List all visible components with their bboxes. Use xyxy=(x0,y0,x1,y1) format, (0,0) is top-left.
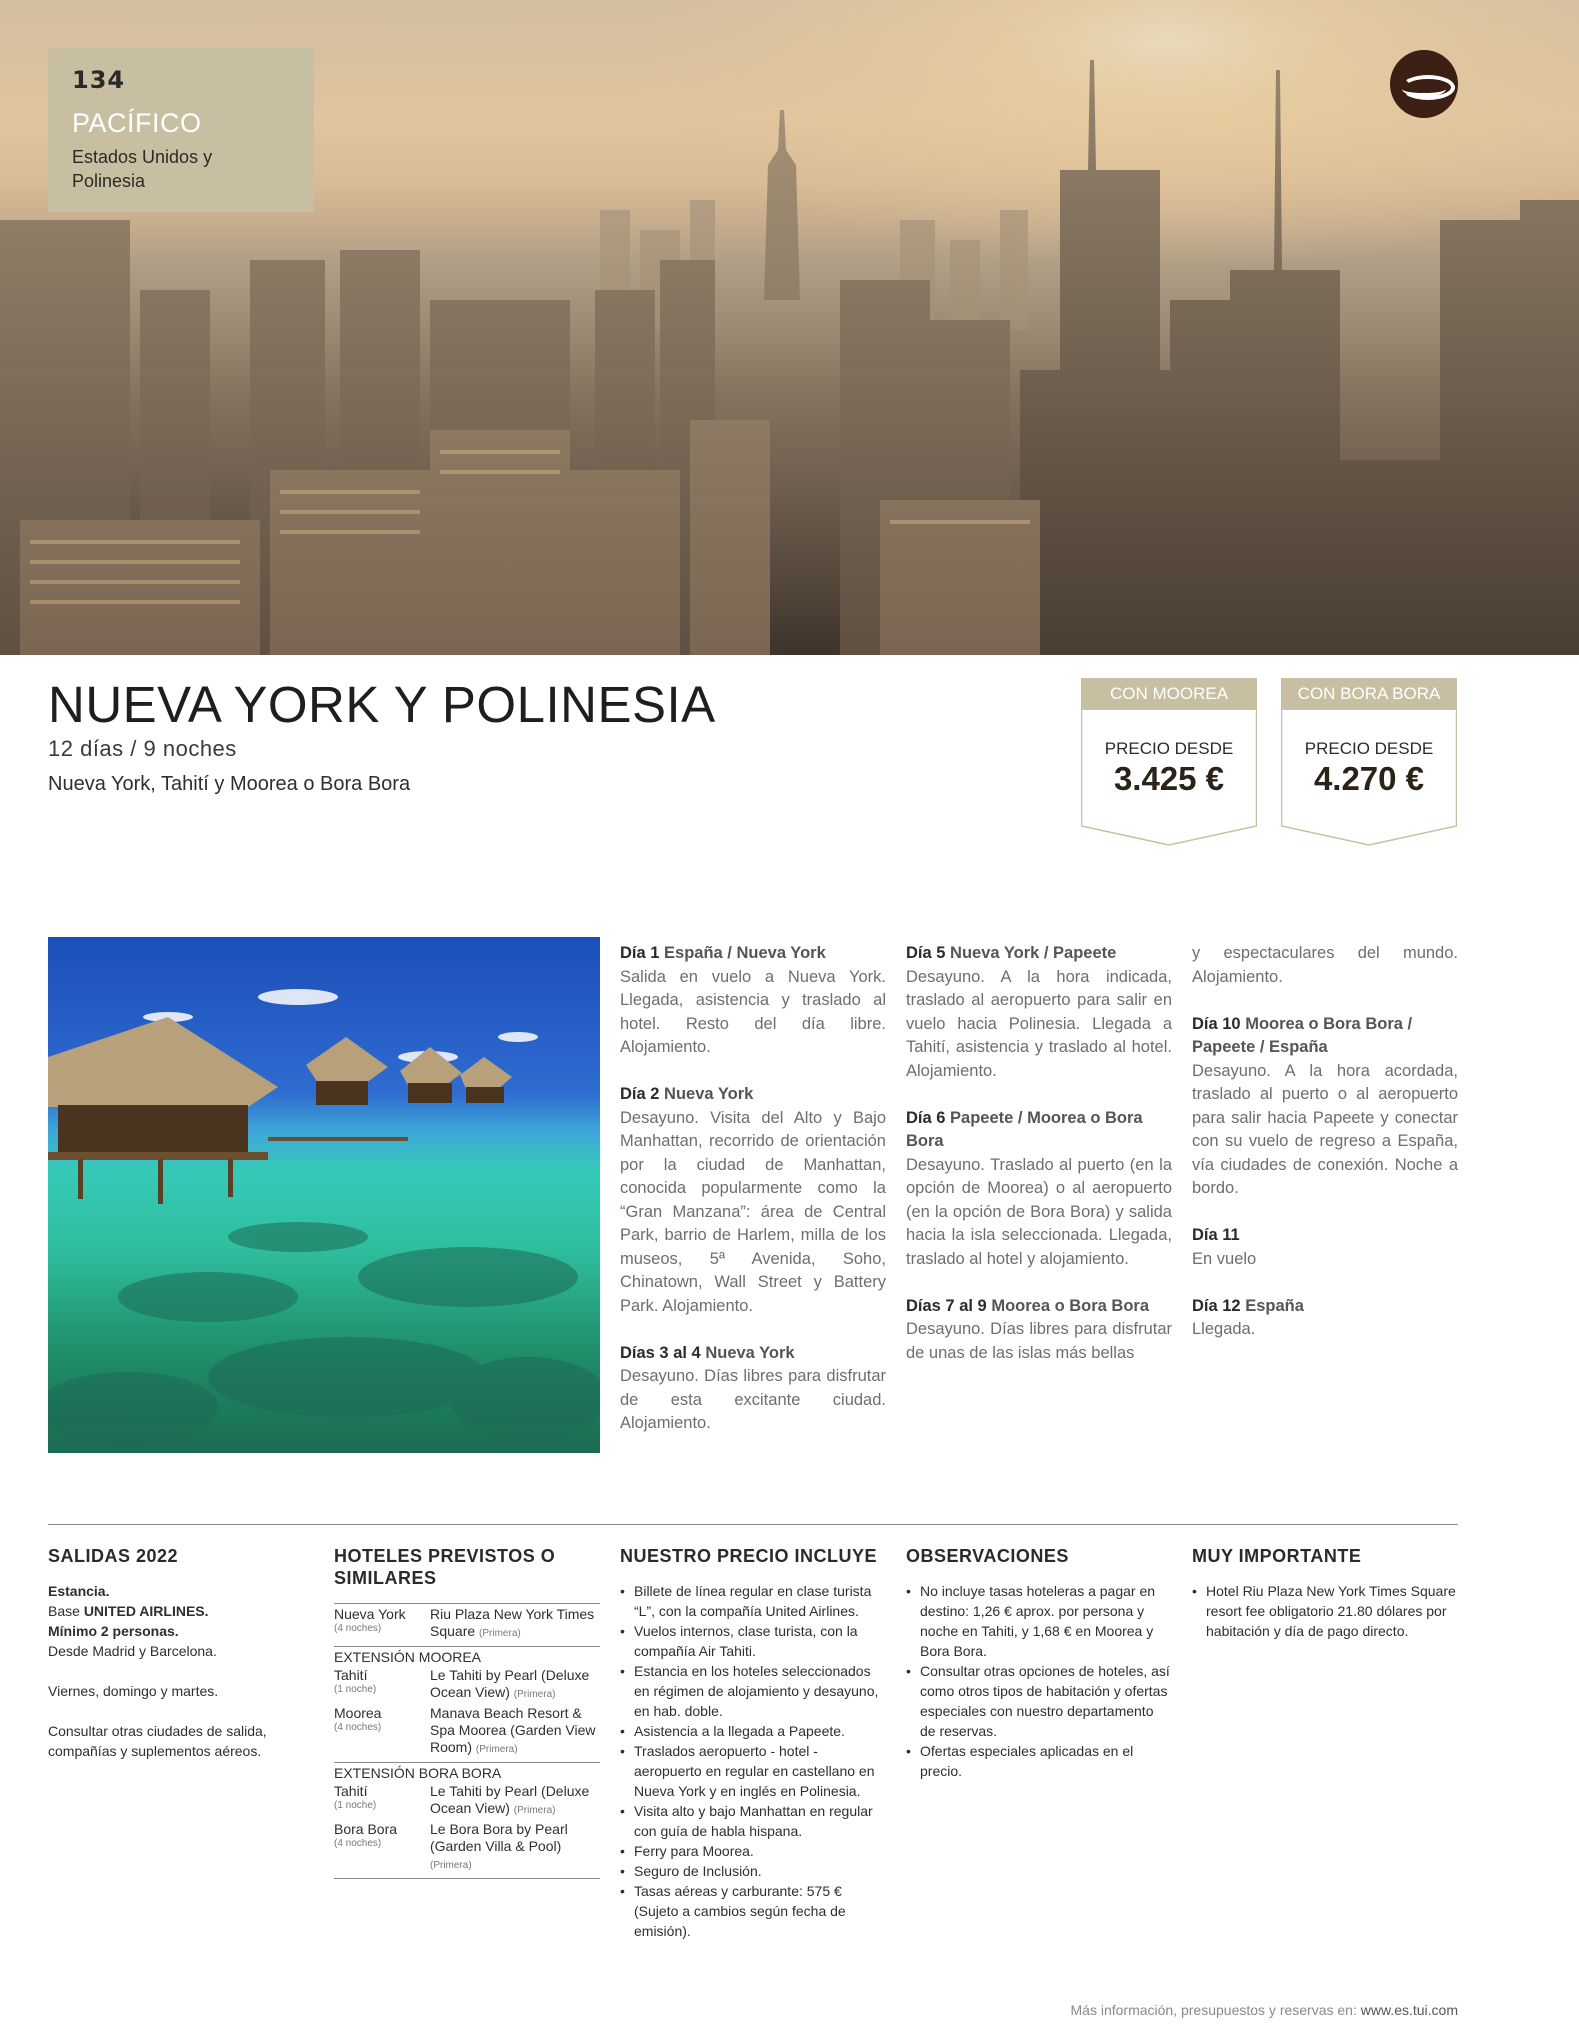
incluye-list xyxy=(620,1581,886,1941)
tui-logo-icon xyxy=(1390,50,1458,118)
list-item: • Estancia en los hoteles seleccionados en régimen de alojamiento y desayuno, en hab. doble. xyxy=(620,1661,886,1721)
itinerary-day xyxy=(1192,1013,1458,1201)
hotel-category: (Primera) xyxy=(479,1628,521,1639)
list-item: • Vuelos internos, clase turista, con la compañía Air Tahiti. xyxy=(620,1621,886,1661)
hotel-name: Manava Beach Resort & Spa Moorea (Garden View Room) xyxy=(430,1705,596,1755)
day-number: Día 1 xyxy=(620,944,660,962)
subregion-label: Estados Unidos y Polinesia xyxy=(72,147,213,191)
price-card-moorea xyxy=(1081,678,1257,848)
hotel-group-moorea xyxy=(334,1646,600,1758)
itinerary-day xyxy=(620,1342,886,1436)
day-number: Días 7 al 9 xyxy=(906,1296,987,1315)
trip-route: Nueva York, Tahití y Moorea o Bora Bora xyxy=(48,773,411,795)
salidas-line xyxy=(48,1601,314,1621)
itinerary-day xyxy=(1192,1224,1458,1271)
price-value: 3.425 € xyxy=(1113,760,1225,797)
hotel-group-title: EXTENSIÓN BORA BORA xyxy=(334,1765,502,1781)
list-item: • Hotel Riu Plaza New York Times Square resort fee obligatorio 21.80 dólares por habitación y día de pago directo. xyxy=(1192,1581,1458,1641)
footer-link[interactable]: www.es.tui.com xyxy=(1360,2002,1458,2018)
day-place: Moorea o Bora Bora xyxy=(991,1296,1150,1315)
observaciones-list xyxy=(906,1581,1172,1781)
day-number: Día 12 xyxy=(1192,1296,1241,1315)
day-text: Desayuno. A la hora indicada, traslado al aeropuerto para salir en vuelo hacia Polinesia. Llegada a Tahití, asistencia y traslado al hotel. Alojamiento. xyxy=(906,967,1172,1080)
salidas-line: Estancia. xyxy=(48,1583,110,1599)
day-place: Nueva York xyxy=(705,1343,795,1362)
hotel-nights: (1 noche) xyxy=(334,1684,377,1695)
hotel-row xyxy=(334,1821,600,1874)
list-item: • Ferry para Moorea. xyxy=(620,1841,886,1861)
day-text: Desayuno. Días libres para disfrutar de esta excitante ciudad. Alojamiento. xyxy=(620,1367,886,1432)
hotel-category: (Primera) xyxy=(513,1805,556,1816)
day-text: Llegada. xyxy=(1192,1320,1256,1338)
list-item: • Asistencia a la llegada a Papeete. xyxy=(620,1721,886,1741)
day-number: Día 10 xyxy=(1192,1014,1241,1033)
itinerary-continuation: y espectaculares del mundo. Alojamiento. xyxy=(1192,944,1458,986)
list-item: • Traslados aeropuerto - hotel - aeropuerto en regular en castellano en Nueva York y en inglés en Polinesia. xyxy=(620,1741,886,1801)
section-title: NUESTRO PRECIO INCLUYE xyxy=(620,1546,878,1566)
section-tag xyxy=(48,48,314,212)
itinerary-column-1 xyxy=(620,942,886,1459)
price-card-bora-bora xyxy=(1281,678,1457,848)
hotel-row xyxy=(334,1705,600,1758)
day-place: España xyxy=(1245,1296,1304,1315)
price-option: CON MOOREA xyxy=(1109,684,1229,703)
salidas-base-label: Base xyxy=(48,1603,84,1619)
day-number: Día 6 xyxy=(906,1108,946,1127)
itinerary-day xyxy=(906,1295,1172,1366)
day-place: Moorea o Bora Bora / Papeete / España xyxy=(1192,1014,1413,1056)
day-text: Desayuno. Días libres para disfrutar de unas de las islas más bellas xyxy=(906,1320,1172,1362)
list-item: • Billete de línea regular en clase turista “L”, con la compañía United Airlines. xyxy=(620,1581,886,1621)
incluye-section xyxy=(620,1545,886,1941)
day-number: Día 5 xyxy=(906,944,946,962)
list-item: • Ofertas especiales aplicadas en el precio. xyxy=(906,1741,1172,1781)
day-text: En vuelo xyxy=(1192,1249,1257,1268)
hotel-row xyxy=(334,1606,600,1642)
day-place: Nueva York / Papeete xyxy=(950,944,1117,962)
hero-image-new-york-skyline xyxy=(0,0,1579,655)
hotel-group-bora-bora xyxy=(334,1762,600,1874)
trip-duration: 12 días / 9 noches xyxy=(48,736,237,761)
hotel-city: Moorea xyxy=(334,1705,382,1721)
importante-list xyxy=(1192,1581,1458,1641)
hotel-name: Le Tahiti by Pearl (Deluxe Ocean View) xyxy=(430,1783,590,1816)
section-title: SALIDAS 2022 xyxy=(48,1546,179,1566)
section-title: HOTELES PREVISTOS O SIMILARES xyxy=(334,1546,556,1588)
hotel-table-end xyxy=(334,1878,600,1881)
section-divider xyxy=(48,1524,1458,1525)
trip-title: NUEVA YORK Y POLINESIA xyxy=(48,676,716,733)
hotel-nights: (1 noche) xyxy=(334,1800,377,1811)
importante-section xyxy=(1192,1545,1458,1641)
day-text: Desayuno. A la hora acordada, traslado al puerto o al aeropuerto para salir hacia Papeete y conectar con su vuelo de regreso a España, vía ciudades de conexión. Noche a bordo. xyxy=(1192,1061,1458,1197)
day-text: Desayuno. Visita del Alto y Bajo Manhattan, recorrido de orientación por la ciudad de Manhattan, conocida popularmente como la “Gran Manzana”: área de Central Park, barrio de Harlem, milla de los museos, 5ª Avenida, Soho, Chinatown, Wall Street y Battery Park. Alojamiento. xyxy=(620,1108,886,1315)
list-item: • Consultar otras opciones de hoteles, así como otros tipos de habitación y ofertas especiales con nuestro departamento de reservas. xyxy=(906,1661,1172,1741)
day-number: Día 11 xyxy=(1192,1226,1240,1244)
day-number: Días 3 al 4 xyxy=(620,1343,701,1362)
price-value: 4.270 € xyxy=(1313,760,1425,797)
hotel-name: Le Tahiti by Pearl (Deluxe Ocean View) xyxy=(430,1667,590,1700)
list-item: • Visita alto y bajo Manhattan en regular con guía de habla hispana. xyxy=(620,1801,886,1841)
hotel-group-main xyxy=(334,1603,600,1642)
hotel-group-title: EXTENSIÓN MOOREA xyxy=(334,1649,482,1665)
itinerary-column-2 xyxy=(906,942,1172,1389)
day-place: Nueva York xyxy=(664,1085,754,1103)
hotel-city: Tahití xyxy=(334,1667,368,1683)
hotel-nights: (4 noches) xyxy=(334,1722,382,1733)
itinerary-day xyxy=(1192,1295,1458,1342)
price-label: PRECIO DESDE xyxy=(1104,739,1234,758)
hotel-city: Bora Bora xyxy=(334,1821,398,1837)
hotel-category: (Primera) xyxy=(430,1860,472,1871)
itinerary-day xyxy=(906,1107,1172,1272)
hotel-name: Riu Plaza New York Times Square xyxy=(430,1606,595,1639)
price-option: CON BORA BORA xyxy=(1297,684,1441,703)
region-label: PACÍFICO xyxy=(72,108,202,138)
salidas-note: Consultar otras ciudades de salida, compañías y suplementos aéreos. xyxy=(48,1723,267,1759)
polynesia-overwater-bungalows-image xyxy=(48,937,600,1453)
list-item: • Seguro de Inclusión. xyxy=(620,1861,886,1881)
footer-text: Más información, presupuestos y reservas en: xyxy=(1070,2002,1361,2018)
salidas-days: Viernes, domingo y martes. xyxy=(48,1683,219,1699)
hotel-city: Tahití xyxy=(334,1783,368,1799)
hotel-table xyxy=(334,1603,600,1881)
itinerary-day xyxy=(906,942,1172,1083)
hotel-name: Le Bora Bora by Pearl (Garden Villa & Pool) xyxy=(430,1821,568,1854)
section-title: MUY IMPORTANTE xyxy=(1192,1546,1362,1566)
section-title: OBSERVACIONES xyxy=(906,1546,1069,1566)
hotel-row xyxy=(334,1783,600,1819)
airline: UNITED AIRLINES. xyxy=(83,1603,209,1619)
itinerary-day xyxy=(620,1083,886,1318)
salidas-section xyxy=(48,1545,314,1781)
hotel-nights: (4 noches) xyxy=(334,1838,382,1849)
day-number: Día 2 xyxy=(620,1085,660,1103)
salidas-line: Desde Madrid y Barcelona. xyxy=(48,1643,217,1659)
list-item: • Tasas aéreas y carburante: 575 € (Sujeto a cambios según fecha de emisión). xyxy=(620,1881,886,1941)
hoteles-section xyxy=(334,1545,600,1881)
hotel-category: (Primera) xyxy=(513,1689,556,1700)
day-text: Desayuno. Traslado al puerto (en la opción de Moorea) o al aeropuerto (en la opción de Bora Bora) y salida hacia la isla seleccionada. Llegada, traslado al hotel y alojamiento. xyxy=(906,1155,1172,1268)
day-text: Salida en vuelo a Nueva York. Llegada, asistencia y traslado al hotel. Resto del día libre. Alojamiento. xyxy=(620,967,886,1056)
day-place: Papeete / Moorea o Bora Bora xyxy=(906,1108,1143,1150)
list-item: • No incluye tasas hoteleras a pagar en destino: 1,26 € aprox. por persona y noche en Tahiti, y 1,68 € en Moorea y Bora Bora. xyxy=(906,1581,1172,1661)
observaciones-section xyxy=(906,1545,1172,1781)
price-label: PRECIO DESDE xyxy=(1304,739,1434,758)
salidas-line: Mínimo 2 personas. xyxy=(48,1623,179,1639)
hotel-row xyxy=(334,1667,600,1703)
hotel-nights: (4 noches) xyxy=(334,1623,382,1634)
hotel-city: Nueva York xyxy=(334,1606,406,1622)
day-place: España / Nueva York xyxy=(664,944,826,962)
itinerary-column-3 xyxy=(1192,942,1458,1365)
page-number: 134 xyxy=(72,66,126,94)
footer xyxy=(1062,2002,1458,2018)
itinerary-day xyxy=(620,942,886,1060)
hotel-category: (Primera) xyxy=(475,1744,518,1755)
